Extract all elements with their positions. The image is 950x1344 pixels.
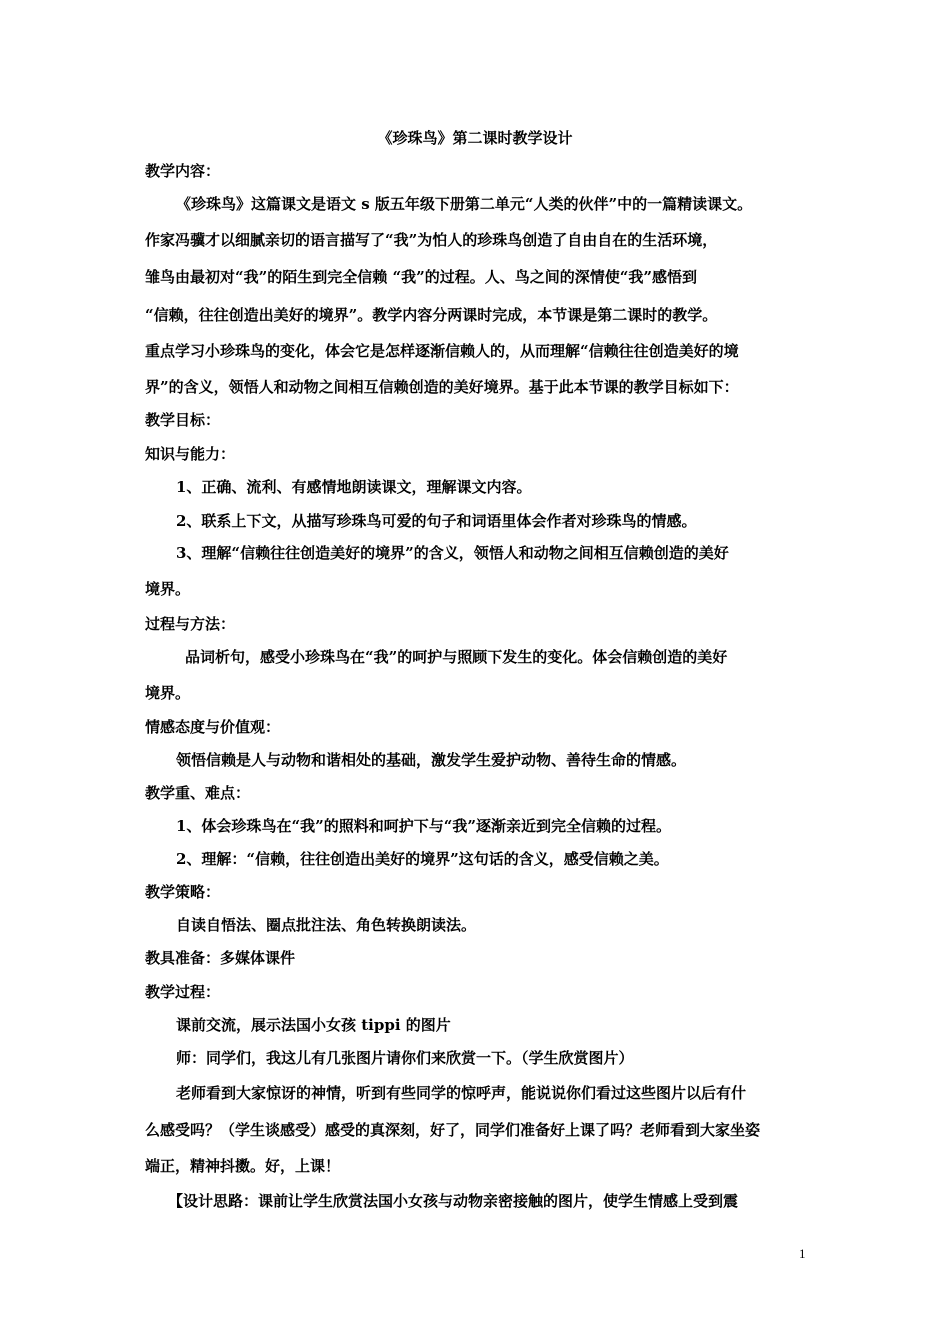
document-title: 《珍珠鸟》第二课时教学设计 bbox=[377, 129, 573, 147]
heading-key-points: 教学重、难点： bbox=[145, 784, 251, 802]
heading-teaching-strategy: 教学策略： bbox=[145, 883, 221, 901]
list-item: 3、理解“信赖往往创造美好的境界”的含义，领悟人和动物之间相互信赖创造的美好 bbox=[176, 544, 729, 562]
heading-knowledge-ability: 知识与能力： bbox=[145, 445, 236, 463]
paragraph-line: 境界。 bbox=[145, 684, 191, 702]
heading-teaching-tools: 教具准备：多媒体课件 bbox=[145, 949, 296, 967]
heading-teaching-content: 教学内容： bbox=[145, 162, 221, 180]
heading-teaching-goals: 教学目标： bbox=[145, 411, 221, 429]
paragraph-line: 《珍珠鸟》这篇课文是语文 s 版五年级下册第二单元“人类的伙伴”中的一篇精读课文。 bbox=[176, 195, 753, 213]
heading-emotion-values: 情感态度与价值观： bbox=[145, 718, 281, 736]
paragraph-line: 重点学习小珍珠鸟的变化，体会它是怎样逐渐信赖人的，从而理解“信赖往往创造美好的境 bbox=[145, 342, 739, 360]
paragraph-line: 界”的含义，领悟人和动物之间相互信赖创造的美好境界。基于此本节课的教学目标如下： bbox=[145, 378, 739, 396]
paragraph-line: 雏鸟由最初对“我”的陌生到完全信赖 “我”的过程。人、鸟之间的深情使“我”感悟到 bbox=[145, 268, 697, 286]
paragraph-line: 端正，精神抖擞。好，上课！ bbox=[145, 1157, 341, 1175]
paragraph-line: 品词析句，感受小珍珠鸟在“我”的呵护与照顾下发生的变化。体会信赖创造的美好 bbox=[185, 648, 728, 666]
heading-process-method: 过程与方法： bbox=[145, 615, 236, 633]
paragraph-line: 师：同学们，我这儿有几张图片请你们来欣赏一下。（学生欣赏图片） bbox=[176, 1049, 634, 1067]
list-item: 1、体会珍珠鸟在“我”的照料和呵护下与“我”逐渐亲近到完全信赖的过程。 bbox=[176, 817, 671, 835]
list-item: 2、理解：“信赖，往往创造出美好的境界”这句话的含义，感受信赖之美。 bbox=[176, 850, 669, 868]
heading-teaching-process: 教学过程： bbox=[145, 983, 221, 1001]
paragraph-line: 领悟信赖是人与动物和谐相处的基础，激发学生爱护动物、善待生命的情感。 bbox=[176, 751, 687, 769]
paragraph-line: 作家冯骥才以细腻亲切的语言描写了“我”为怕人的珍珠鸟创造了自由自在的生活环境， bbox=[145, 231, 718, 249]
list-item: 2、联系上下文，从描写珍珠鸟可爱的句子和词语里体会作者对珍珠鸟的情感。 bbox=[176, 512, 697, 530]
paragraph-line: 境界。 bbox=[145, 580, 191, 598]
paragraph-line: 课前交流，展示法国小女孩 tippi 的图片 bbox=[176, 1016, 451, 1034]
paragraph-line: 老师看到大家惊讶的神情，听到有些同学的惊呼声，能说说你们看过这些图片以后有什 bbox=[176, 1084, 747, 1102]
paragraph-line: 么感受吗？（学生谈感受）感受的真深刻，好了，同学们准备好上课了吗？老师看到大家坐姿 bbox=[145, 1121, 761, 1139]
paragraph-line: “信赖，往往创造出美好的境界”。教学内容分两课时完成，本节课是第二课时的教学。 bbox=[145, 306, 718, 324]
list-item: 1、正确、流利、有感情地朗读课文，理解课文内容。 bbox=[176, 478, 532, 496]
page-number: 1 bbox=[799, 1246, 806, 1261]
paragraph-line: 自读自悟法、圈点批注法、角色转换朗读法。 bbox=[176, 916, 477, 934]
design-note-line: 【设计思路：课前让学生欣赏法国小女孩与动物亲密接触的图片，使学生情感上受到震 bbox=[168, 1192, 739, 1210]
